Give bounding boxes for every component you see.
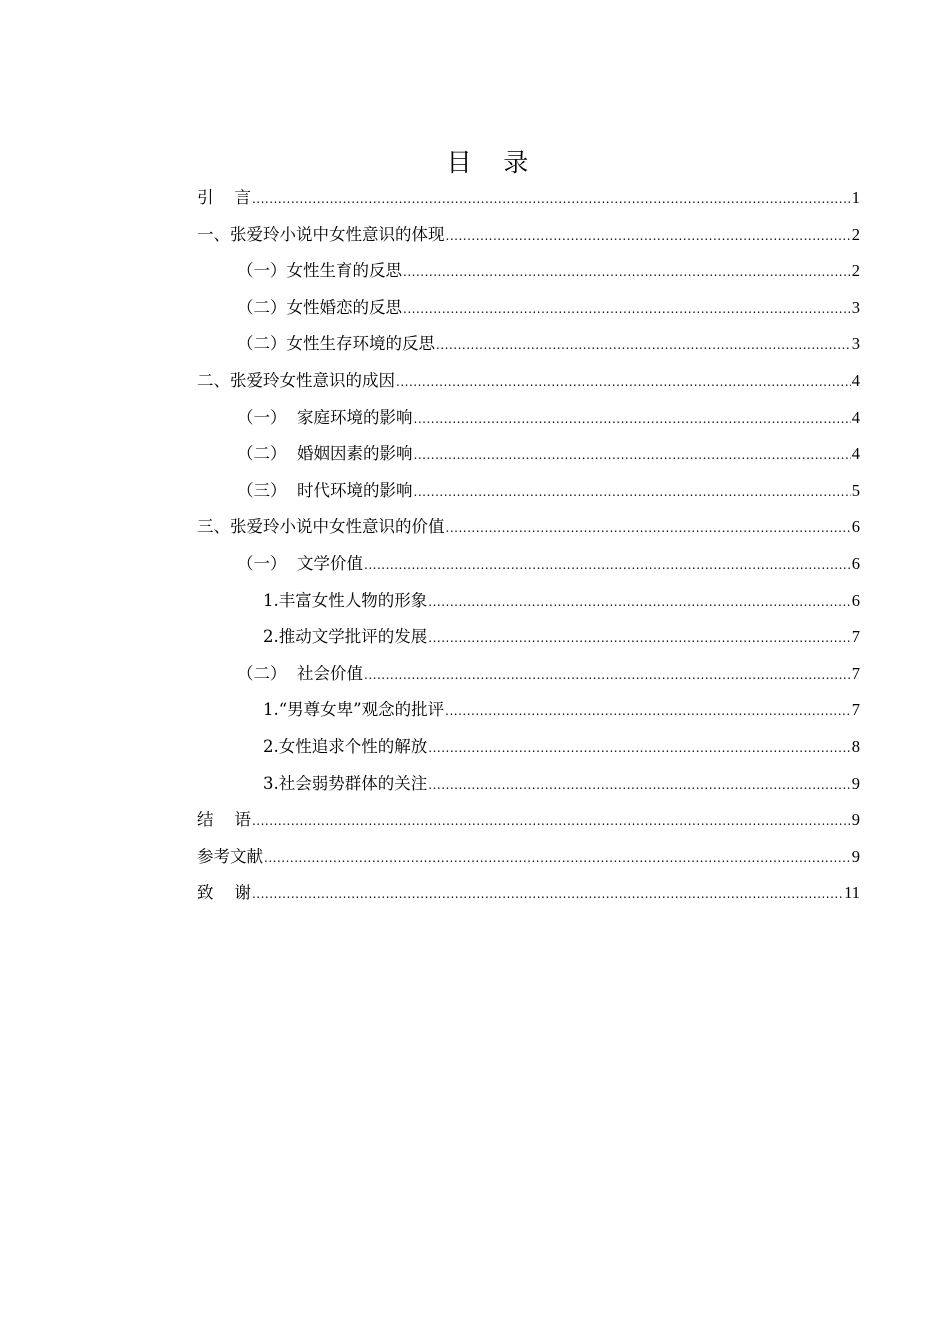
toc-entry-label: 一、张爱玲小说中女性意识的体现 [197,224,445,244]
dot-leader [264,843,851,873]
toc-entry-page: 2 [851,224,860,244]
toc-entry-section-2-1[interactable] [197,403,860,440]
toc-entry-conclusion[interactable] [197,805,860,842]
toc-entry-label: 1.“男尊女卑”观念的批评 [263,700,445,720]
dot-leader [428,733,851,763]
dot-leader [252,806,851,836]
toc-entry-label: 1.丰富女性人物的形象 [263,590,428,610]
toc-entry-page: 7 [851,663,860,683]
toc-entry-label: 2.推动文学批评的发展 [263,627,428,647]
toc-entry-page: 9 [851,846,860,866]
toc-entry-page: 8 [851,736,860,756]
toc-entry-section-1-1[interactable] [197,256,860,293]
dot-leader [428,587,851,617]
toc-entry-page: 7 [851,627,860,647]
toc-entry-chapter-2[interactable] [197,366,860,403]
table-of-contents [197,183,860,915]
toc-entry-chapter-3[interactable] [197,512,860,549]
toc-entry-page: 9 [851,773,860,793]
toc-entry-page: 9 [851,810,860,830]
dot-leader [403,294,851,324]
toc-entry-label: 引 言 [197,188,251,207]
dot-leader [403,257,851,287]
toc-entry-page: 6 [851,517,860,537]
dot-leader [436,330,851,360]
toc-entry-subsection-3-2-3[interactable] [197,769,860,806]
toc-entry-label: （二）女性生存环境的反思 [237,334,435,354]
dot-leader [428,623,851,653]
dot-leader [414,404,851,434]
toc-entry-page: 7 [851,700,860,720]
toc-entry-subsection-3-1-2[interactable] [197,622,860,659]
dot-leader [446,513,851,543]
toc-entry-page: 11 [844,883,860,903]
dot-leader [428,770,851,800]
dot-leader [446,221,851,251]
toc-entry-subsection-3-2-2[interactable] [197,732,860,769]
toc-entry-section-3-1[interactable] [197,549,860,586]
toc-entry-label: （三） 时代环境的影响 [237,480,413,500]
toc-entry-subsection-3-2-1[interactable] [197,695,860,732]
toc-entry-section-2-3[interactable] [197,476,860,513]
toc-entry-section-2-2[interactable] [197,439,860,476]
dot-leader [445,696,851,726]
toc-entry-subsection-3-1-1[interactable] [197,586,860,623]
toc-entry-label: 参考文献 [197,846,263,866]
toc-entry-section-1-2[interactable] [197,293,860,330]
dot-leader [414,477,851,507]
toc-entry-label: （一） 文学价值 [237,553,363,573]
toc-entry-label: （一） 家庭环境的影响 [237,407,413,427]
toc-entry-page: 6 [851,590,860,610]
toc-entry-label: 3.社会弱势群体的关注 [263,773,428,793]
toc-entry-label: （二） 社会价值 [237,663,363,683]
toc-entry-page: 2 [851,261,860,281]
toc-entry-page: 4 [851,407,860,427]
toc-entry-section-3-2[interactable] [197,659,860,696]
toc-entry-page: 4 [851,444,860,464]
dot-leader [252,879,843,909]
toc-entry-label: 致 谢 [197,883,251,903]
toc-entry-label: 二、张爱玲女性意识的成因 [197,370,395,390]
toc-entry-page: 4 [851,370,860,390]
toc-entry-acknowledgements[interactable] [197,878,860,915]
toc-entry-page: 3 [851,297,860,317]
toc-title: 目 录 [446,148,529,177]
toc-entry-page: 5 [851,480,860,500]
toc-entry-page: 6 [851,553,860,573]
toc-entry-chapter-1[interactable] [197,220,860,257]
toc-entry-introduction[interactable] [197,183,860,220]
dot-leader [414,440,851,470]
dot-leader [396,367,851,397]
toc-entry-label: 三、张爱玲小说中女性意识的价值 [197,517,445,537]
toc-entry-label: 结 语 [197,810,251,830]
toc-entry-label: （二） 婚姻因素的影响 [237,444,413,464]
dot-leader [364,660,851,690]
toc-entry-label: 2.女性追求个性的解放 [263,736,428,756]
dot-leader [364,550,851,580]
dot-leader [252,184,851,214]
toc-entry-label: （一）女性生育的反思 [237,261,402,281]
toc-entry-page: 3 [851,334,860,354]
toc-entry-label: （二）女性婚恋的反思 [237,297,402,317]
toc-entry-section-1-3[interactable] [197,329,860,366]
toc-entry-page: 1 [851,188,860,207]
toc-entry-references[interactable] [197,842,860,879]
